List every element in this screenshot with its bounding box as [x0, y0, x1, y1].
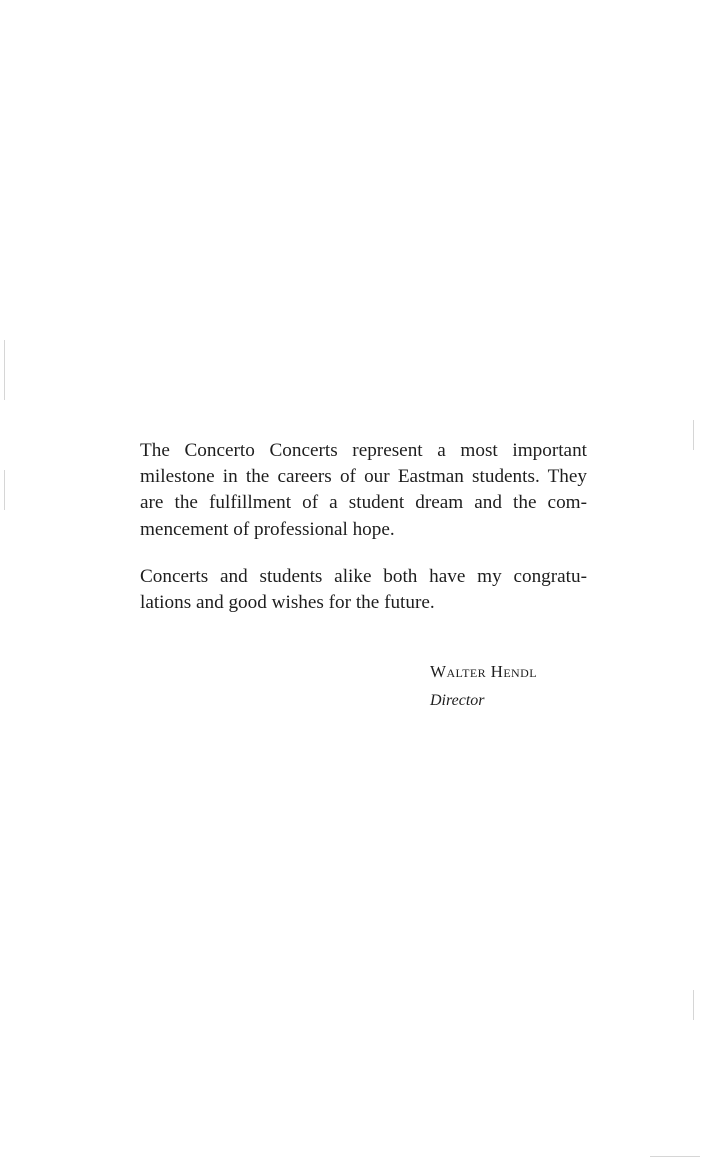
paragraph-1-line: The Concerto Concerts represent a most important [140, 440, 587, 461]
scan-mark [693, 990, 694, 1020]
scan-mark [4, 470, 5, 510]
scan-mark [4, 340, 5, 400]
signature-title: Director [430, 692, 485, 709]
paragraph-1-line: mencement of professional hope. [140, 518, 395, 540]
signature-name: Walter Hendl [430, 662, 537, 681]
scan-mark [650, 1156, 700, 1157]
paragraph-1 [140, 438, 587, 543]
paragraph-1-line: milestone in the careers of our Eastman students. They [140, 466, 587, 488]
paragraph-2 [140, 564, 587, 616]
paragraph-2-line: lations and good wishes for the future. [140, 592, 435, 614]
paragraph-2-line: Concerts and students alike both have my congratu- [140, 566, 587, 587]
paragraph-1-line: are the fulfillment of a student dream and the com- [140, 492, 587, 514]
scan-mark [693, 420, 694, 450]
